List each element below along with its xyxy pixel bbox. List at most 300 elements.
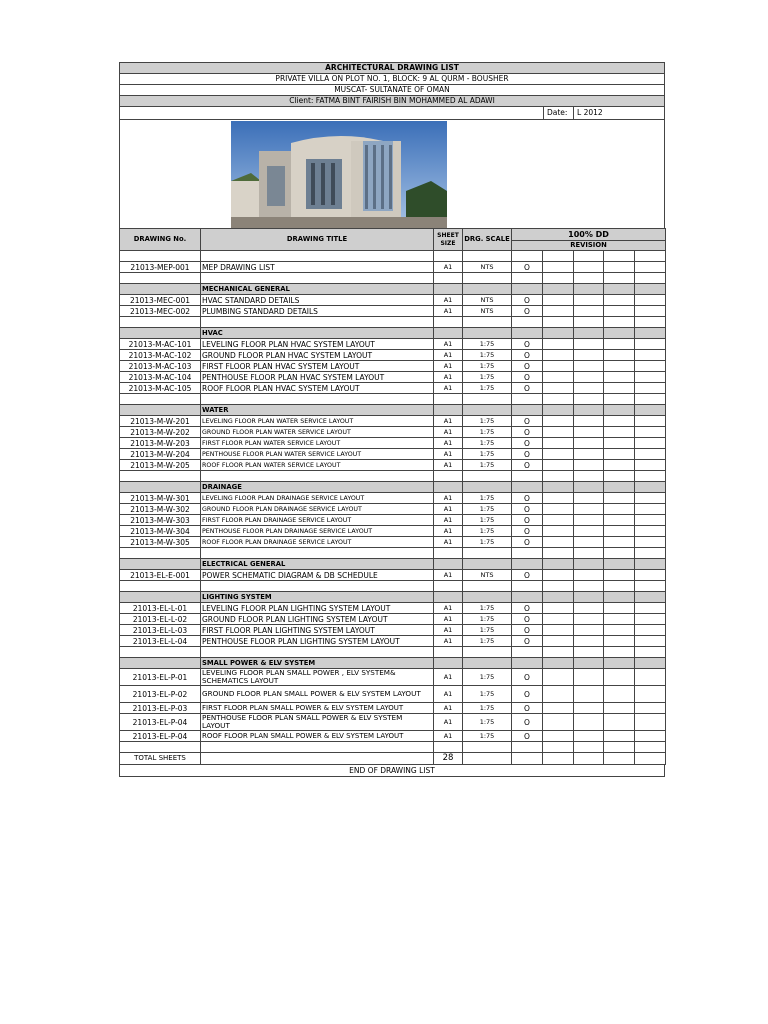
empty-cell bbox=[120, 482, 201, 493]
empty-cell bbox=[574, 361, 604, 372]
empty-cell bbox=[543, 686, 574, 703]
empty-cell bbox=[434, 658, 463, 669]
revision-mark: O bbox=[512, 416, 543, 427]
sheet-size: A1 bbox=[434, 515, 463, 526]
empty-cell bbox=[543, 714, 574, 731]
drawing-scale: 1:75 bbox=[463, 339, 512, 350]
empty-cell bbox=[604, 295, 635, 306]
empty-cell bbox=[604, 614, 635, 625]
empty-cell bbox=[635, 515, 666, 526]
drawing-row bbox=[120, 427, 666, 438]
empty-cell bbox=[201, 471, 434, 482]
drawing-row bbox=[120, 460, 666, 471]
drawing-title: LEVELING FLOOR PLAN WATER SERVICE LAYOUT bbox=[201, 416, 434, 427]
empty-cell bbox=[512, 405, 543, 416]
empty-cell bbox=[635, 753, 666, 765]
sheet-size: A1 bbox=[434, 669, 463, 686]
empty-cell bbox=[635, 295, 666, 306]
empty-cell bbox=[543, 647, 574, 658]
empty-cell bbox=[463, 328, 512, 339]
empty-cell bbox=[512, 284, 543, 295]
revision-mark: O bbox=[512, 383, 543, 394]
col-revision: REVISION bbox=[512, 241, 666, 251]
drawing-list-sheet bbox=[119, 62, 665, 777]
empty-cell bbox=[574, 372, 604, 383]
empty-cell bbox=[635, 603, 666, 614]
drawing-title: ROOF FLOOR PLAN WATER SERVICE LAYOUT bbox=[201, 460, 434, 471]
col-drawing-no: DRAWING No. bbox=[120, 229, 201, 251]
drawing-number: 21013-M-W-204 bbox=[120, 449, 201, 460]
empty-cell bbox=[574, 526, 604, 537]
drawing-scale: 1:75 bbox=[463, 350, 512, 361]
drawing-scale: 1:75 bbox=[463, 504, 512, 515]
empty-cell bbox=[463, 742, 512, 753]
section-row bbox=[120, 592, 666, 603]
empty-cell bbox=[604, 427, 635, 438]
empty-cell bbox=[574, 614, 604, 625]
empty-cell bbox=[574, 753, 604, 765]
drawing-title: LEVELING FLOOR PLAN SMALL POWER , ELV SYSTEM& SCHEMATICS LAYOUT bbox=[201, 669, 434, 686]
drawing-number: 21013-M-AC-101 bbox=[120, 339, 201, 350]
drawing-title: FIRST FLOOR PLAN SMALL POWER & ELV SYSTEM LAYOUT bbox=[201, 703, 434, 714]
empty-cell bbox=[635, 526, 666, 537]
sheet-size: A1 bbox=[434, 306, 463, 317]
empty-cell bbox=[512, 581, 543, 592]
empty-cell bbox=[434, 581, 463, 592]
empty-cell bbox=[635, 317, 666, 328]
empty-cell bbox=[574, 350, 604, 361]
drawing-number: 21013-MEC-001 bbox=[120, 295, 201, 306]
revision-mark: O bbox=[512, 714, 543, 731]
empty-cell bbox=[635, 383, 666, 394]
sheet-size: A1 bbox=[434, 449, 463, 460]
empty-cell bbox=[512, 328, 543, 339]
empty-cell bbox=[604, 372, 635, 383]
drawing-row bbox=[120, 493, 666, 504]
empty-cell bbox=[543, 581, 574, 592]
empty-cell bbox=[120, 251, 201, 262]
empty-cell bbox=[543, 350, 574, 361]
revision-mark: O bbox=[512, 669, 543, 686]
empty-cell bbox=[543, 449, 574, 460]
drawing-row bbox=[120, 438, 666, 449]
empty-cell bbox=[574, 394, 604, 405]
empty-cell bbox=[463, 658, 512, 669]
drawing-title: GROUND FLOOR PLAN SMALL POWER & ELV SYSTEM LAYOUT bbox=[201, 686, 434, 703]
photo-frame bbox=[119, 119, 665, 228]
date-value: L 2012 bbox=[573, 107, 669, 119]
empty-cell bbox=[434, 548, 463, 559]
empty-cell bbox=[574, 559, 604, 570]
revision-mark: O bbox=[512, 703, 543, 714]
empty-cell bbox=[120, 592, 201, 603]
revision-mark: O bbox=[512, 361, 543, 372]
section-row bbox=[120, 482, 666, 493]
empty-cell bbox=[604, 647, 635, 658]
drawing-number: 21013-EL-P-04 bbox=[120, 731, 201, 742]
empty-cell bbox=[604, 592, 635, 603]
drawing-title: MEP DRAWING LIST bbox=[201, 262, 434, 273]
empty-cell bbox=[543, 262, 574, 273]
drawing-number: 21013-MEP-001 bbox=[120, 262, 201, 273]
empty-cell bbox=[543, 515, 574, 526]
drawing-number: 21013-M-W-302 bbox=[120, 504, 201, 515]
section-name: HVAC bbox=[201, 328, 434, 339]
empty-cell bbox=[120, 647, 201, 658]
empty-cell bbox=[635, 361, 666, 372]
drawing-row bbox=[120, 372, 666, 383]
empty-cell bbox=[604, 742, 635, 753]
empty-cell bbox=[512, 548, 543, 559]
end-of-list: END OF DRAWING LIST bbox=[119, 765, 665, 777]
revision-mark: O bbox=[512, 460, 543, 471]
revision-mark: O bbox=[512, 515, 543, 526]
empty-cell bbox=[543, 471, 574, 482]
drawing-scale: NTS bbox=[463, 570, 512, 581]
revision-mark: O bbox=[512, 537, 543, 548]
drawing-title: LEVELING FLOOR PLAN DRAINAGE SERVICE LAYOUT bbox=[201, 493, 434, 504]
empty-cell bbox=[543, 438, 574, 449]
empty-cell bbox=[543, 339, 574, 350]
sheet-size: A1 bbox=[434, 731, 463, 742]
sheet-size: A1 bbox=[434, 361, 463, 372]
section-row bbox=[120, 559, 666, 570]
drawing-title: GROUND FLOOR PLAN WATER SERVICE LAYOUT bbox=[201, 427, 434, 438]
sheet-size: A1 bbox=[434, 295, 463, 306]
empty-cell bbox=[463, 548, 512, 559]
empty-cell bbox=[512, 273, 543, 284]
empty-cell bbox=[543, 317, 574, 328]
empty-cell bbox=[543, 416, 574, 427]
empty-cell bbox=[543, 669, 574, 686]
empty-cell bbox=[635, 570, 666, 581]
drawing-title: GROUND FLOOR PLAN DRAINAGE SERVICE LAYOUT bbox=[201, 504, 434, 515]
revision-mark: O bbox=[512, 372, 543, 383]
revision-mark: O bbox=[512, 438, 543, 449]
revision-mark: O bbox=[512, 262, 543, 273]
empty-cell bbox=[635, 703, 666, 714]
empty-cell bbox=[463, 647, 512, 658]
empty-cell bbox=[604, 686, 635, 703]
total-value: 28 bbox=[434, 753, 463, 765]
drawing-row bbox=[120, 614, 666, 625]
empty-cell bbox=[635, 548, 666, 559]
empty-cell bbox=[604, 714, 635, 731]
drawing-title: PENTHOUSE FLOOR PLAN WATER SERVICE LAYOUT bbox=[201, 449, 434, 460]
empty-cell bbox=[635, 669, 666, 686]
empty-cell bbox=[604, 504, 635, 515]
sheet-size: A1 bbox=[434, 714, 463, 731]
empty-cell bbox=[635, 372, 666, 383]
empty-cell bbox=[635, 731, 666, 742]
sheet-size: A1 bbox=[434, 614, 463, 625]
empty-cell bbox=[201, 753, 434, 765]
section-name: ELECTRICAL GENERAL bbox=[201, 559, 434, 570]
drawing-scale: 1:75 bbox=[463, 515, 512, 526]
empty-cell bbox=[635, 427, 666, 438]
empty-cell bbox=[574, 658, 604, 669]
col-drg-scale: DRG. SCALE bbox=[463, 229, 512, 251]
section-name: MECHANICAL GENERAL bbox=[201, 284, 434, 295]
revision-mark: O bbox=[512, 603, 543, 614]
empty-cell bbox=[434, 317, 463, 328]
empty-cell bbox=[463, 251, 512, 262]
drawing-row bbox=[120, 306, 666, 317]
empty-cell bbox=[574, 592, 604, 603]
drawing-row bbox=[120, 570, 666, 581]
blank-row bbox=[120, 273, 666, 284]
empty-cell bbox=[604, 482, 635, 493]
empty-cell bbox=[120, 581, 201, 592]
drawing-scale: 1:75 bbox=[463, 669, 512, 686]
empty-cell bbox=[201, 647, 434, 658]
drawing-number: 21013-M-W-303 bbox=[120, 515, 201, 526]
col-drawing-title: DRAWING TITLE bbox=[201, 229, 434, 251]
sheet-size: A1 bbox=[434, 570, 463, 581]
empty-cell bbox=[635, 504, 666, 515]
drawing-row bbox=[120, 295, 666, 306]
drawing-row bbox=[120, 636, 666, 647]
client-name: Client: FATMA BINT FAIRISH BIN MOHAMMED AL ADAWI bbox=[119, 95, 665, 106]
empty-cell bbox=[574, 273, 604, 284]
section-row bbox=[120, 284, 666, 295]
drawing-number: 21013-M-W-202 bbox=[120, 427, 201, 438]
empty-cell bbox=[543, 284, 574, 295]
drawing-row bbox=[120, 714, 666, 731]
empty-cell bbox=[543, 328, 574, 339]
empty-cell bbox=[512, 317, 543, 328]
empty-cell bbox=[604, 438, 635, 449]
drawing-row bbox=[120, 350, 666, 361]
revision-mark: O bbox=[512, 339, 543, 350]
drawing-row bbox=[120, 416, 666, 427]
empty-cell bbox=[574, 471, 604, 482]
drawing-title: ROOF FLOOR PLAN HVAC SYSTEM LAYOUT bbox=[201, 383, 434, 394]
empty-cell bbox=[574, 504, 604, 515]
drawing-number: 21013-EL-L-02 bbox=[120, 614, 201, 625]
empty-cell bbox=[463, 471, 512, 482]
empty-cell bbox=[120, 317, 201, 328]
empty-cell bbox=[543, 405, 574, 416]
empty-cell bbox=[201, 317, 434, 328]
empty-cell bbox=[463, 592, 512, 603]
empty-cell bbox=[463, 482, 512, 493]
blank-row bbox=[120, 647, 666, 658]
empty-cell bbox=[543, 394, 574, 405]
empty-cell bbox=[120, 273, 201, 284]
empty-cell bbox=[201, 251, 434, 262]
empty-cell bbox=[463, 284, 512, 295]
empty-cell bbox=[120, 284, 201, 295]
drawing-scale: NTS bbox=[463, 295, 512, 306]
empty-cell bbox=[635, 625, 666, 636]
empty-cell bbox=[604, 339, 635, 350]
empty-cell bbox=[434, 647, 463, 658]
blank-row bbox=[120, 548, 666, 559]
empty-cell bbox=[604, 449, 635, 460]
empty-cell bbox=[574, 405, 604, 416]
drawing-number: 21013-EL-P-04 bbox=[120, 714, 201, 731]
empty-cell bbox=[635, 742, 666, 753]
date-label: Date: bbox=[543, 107, 575, 119]
drawing-row bbox=[120, 603, 666, 614]
drawing-title: GROUND FLOOR PLAN HVAC SYSTEM LAYOUT bbox=[201, 350, 434, 361]
sheet-size: A1 bbox=[434, 438, 463, 449]
empty-cell bbox=[635, 438, 666, 449]
empty-cell bbox=[574, 686, 604, 703]
revision-mark: O bbox=[512, 295, 543, 306]
empty-cell bbox=[120, 471, 201, 482]
sheet-size: A1 bbox=[434, 339, 463, 350]
empty-cell bbox=[574, 449, 604, 460]
empty-cell bbox=[635, 284, 666, 295]
project-name: PRIVATE VILLA ON PLOT NO. 1, BLOCK: 9 AL QURM - BOUSHER bbox=[119, 73, 665, 84]
empty-cell bbox=[543, 636, 574, 647]
drawing-row bbox=[120, 383, 666, 394]
table-header-row bbox=[120, 229, 666, 241]
drawing-title: PENTHOUSE FLOOR PLAN DRAINAGE SERVICE LAYOUT bbox=[201, 526, 434, 537]
empty-cell bbox=[604, 471, 635, 482]
empty-cell bbox=[604, 625, 635, 636]
empty-cell bbox=[543, 603, 574, 614]
empty-cell bbox=[574, 339, 604, 350]
empty-cell bbox=[201, 273, 434, 284]
empty-cell bbox=[604, 361, 635, 372]
empty-cell bbox=[604, 284, 635, 295]
empty-cell bbox=[604, 515, 635, 526]
empty-cell bbox=[604, 548, 635, 559]
revision-mark: O bbox=[512, 526, 543, 537]
empty-cell bbox=[604, 526, 635, 537]
sheet-size: A1 bbox=[434, 526, 463, 537]
empty-cell bbox=[574, 515, 604, 526]
empty-cell bbox=[604, 251, 635, 262]
empty-cell bbox=[434, 742, 463, 753]
empty-cell bbox=[635, 686, 666, 703]
empty-cell bbox=[434, 394, 463, 405]
empty-cell bbox=[543, 570, 574, 581]
sheet-size: A1 bbox=[434, 686, 463, 703]
drawing-row bbox=[120, 515, 666, 526]
drawing-scale: 1:75 bbox=[463, 603, 512, 614]
sheet-size: A1 bbox=[434, 427, 463, 438]
empty-cell bbox=[574, 295, 604, 306]
empty-cell bbox=[543, 372, 574, 383]
empty-cell bbox=[574, 438, 604, 449]
empty-cell bbox=[434, 482, 463, 493]
drawing-row bbox=[120, 669, 666, 686]
drawing-number: 21013-M-AC-103 bbox=[120, 361, 201, 372]
revision-mark: O bbox=[512, 686, 543, 703]
empty-cell bbox=[574, 306, 604, 317]
empty-cell bbox=[543, 742, 574, 753]
drawing-number: 21013-EL-L-04 bbox=[120, 636, 201, 647]
drawing-scale: 1:75 bbox=[463, 714, 512, 731]
revision-mark: O bbox=[512, 636, 543, 647]
empty-cell bbox=[120, 742, 201, 753]
drawing-scale: 1:75 bbox=[463, 383, 512, 394]
empty-cell bbox=[201, 581, 434, 592]
blank-row bbox=[120, 742, 666, 753]
empty-cell bbox=[574, 581, 604, 592]
empty-cell bbox=[543, 703, 574, 714]
revision-mark: O bbox=[512, 570, 543, 581]
section-name: DRAINAGE bbox=[201, 482, 434, 493]
empty-cell bbox=[604, 658, 635, 669]
revision-mark: O bbox=[512, 625, 543, 636]
drawing-number: 21013-M-W-201 bbox=[120, 416, 201, 427]
drawing-number: 21013-M-W-205 bbox=[120, 460, 201, 471]
blank-row bbox=[120, 394, 666, 405]
empty-cell bbox=[543, 625, 574, 636]
empty-cell bbox=[543, 658, 574, 669]
empty-cell bbox=[543, 537, 574, 548]
empty-cell bbox=[463, 273, 512, 284]
drawing-number: 21013-EL-P-01 bbox=[120, 669, 201, 686]
total-label: TOTAL SHEETS bbox=[120, 753, 201, 765]
empty-cell bbox=[543, 482, 574, 493]
empty-cell bbox=[604, 753, 635, 765]
sheet-size: A1 bbox=[434, 350, 463, 361]
empty-cell bbox=[635, 306, 666, 317]
section-name: WATER bbox=[201, 405, 434, 416]
empty-cell bbox=[604, 669, 635, 686]
blank-row bbox=[120, 581, 666, 592]
drawing-title: HVAC STANDARD DETAILS bbox=[201, 295, 434, 306]
empty-cell bbox=[604, 570, 635, 581]
drawing-title: FIRST FLOOR PLAN LIGHTING SYSTEM LAYOUT bbox=[201, 625, 434, 636]
section-row bbox=[120, 328, 666, 339]
empty-cell bbox=[574, 742, 604, 753]
drawing-number: 21013-EL-L-01 bbox=[120, 603, 201, 614]
drawing-title: FIRST FLOOR PLAN HVAC SYSTEM LAYOUT bbox=[201, 361, 434, 372]
empty-cell bbox=[604, 581, 635, 592]
empty-cell bbox=[543, 306, 574, 317]
blank-row bbox=[120, 471, 666, 482]
sheet-size: A1 bbox=[434, 383, 463, 394]
section-row bbox=[120, 405, 666, 416]
empty-cell bbox=[434, 251, 463, 262]
building-photo bbox=[231, 121, 447, 228]
drawing-number: 21013-M-AC-105 bbox=[120, 383, 201, 394]
empty-cell bbox=[635, 647, 666, 658]
empty-cell bbox=[512, 647, 543, 658]
empty-cell bbox=[463, 581, 512, 592]
empty-cell bbox=[635, 482, 666, 493]
blank-row bbox=[120, 317, 666, 328]
revision-mark: O bbox=[512, 449, 543, 460]
col-stage: 100% DD bbox=[512, 229, 666, 241]
empty-cell bbox=[543, 592, 574, 603]
drawing-number: 21013-EL-P-02 bbox=[120, 686, 201, 703]
drawing-row bbox=[120, 686, 666, 703]
empty-cell bbox=[543, 493, 574, 504]
empty-cell bbox=[574, 669, 604, 686]
drawing-number: 21013-EL-L-03 bbox=[120, 625, 201, 636]
drawing-title: LEVELING FLOOR PLAN LIGHTING SYSTEM LAYOUT bbox=[201, 603, 434, 614]
drawing-row bbox=[120, 449, 666, 460]
empty-cell bbox=[543, 251, 574, 262]
empty-cell bbox=[512, 394, 543, 405]
empty-cell bbox=[574, 703, 604, 714]
drawing-number: 21013-M-AC-104 bbox=[120, 372, 201, 383]
empty-cell bbox=[635, 614, 666, 625]
empty-cell bbox=[635, 592, 666, 603]
empty-cell bbox=[512, 658, 543, 669]
sheet-size: A1 bbox=[434, 636, 463, 647]
empty-cell bbox=[574, 460, 604, 471]
empty-cell bbox=[635, 636, 666, 647]
